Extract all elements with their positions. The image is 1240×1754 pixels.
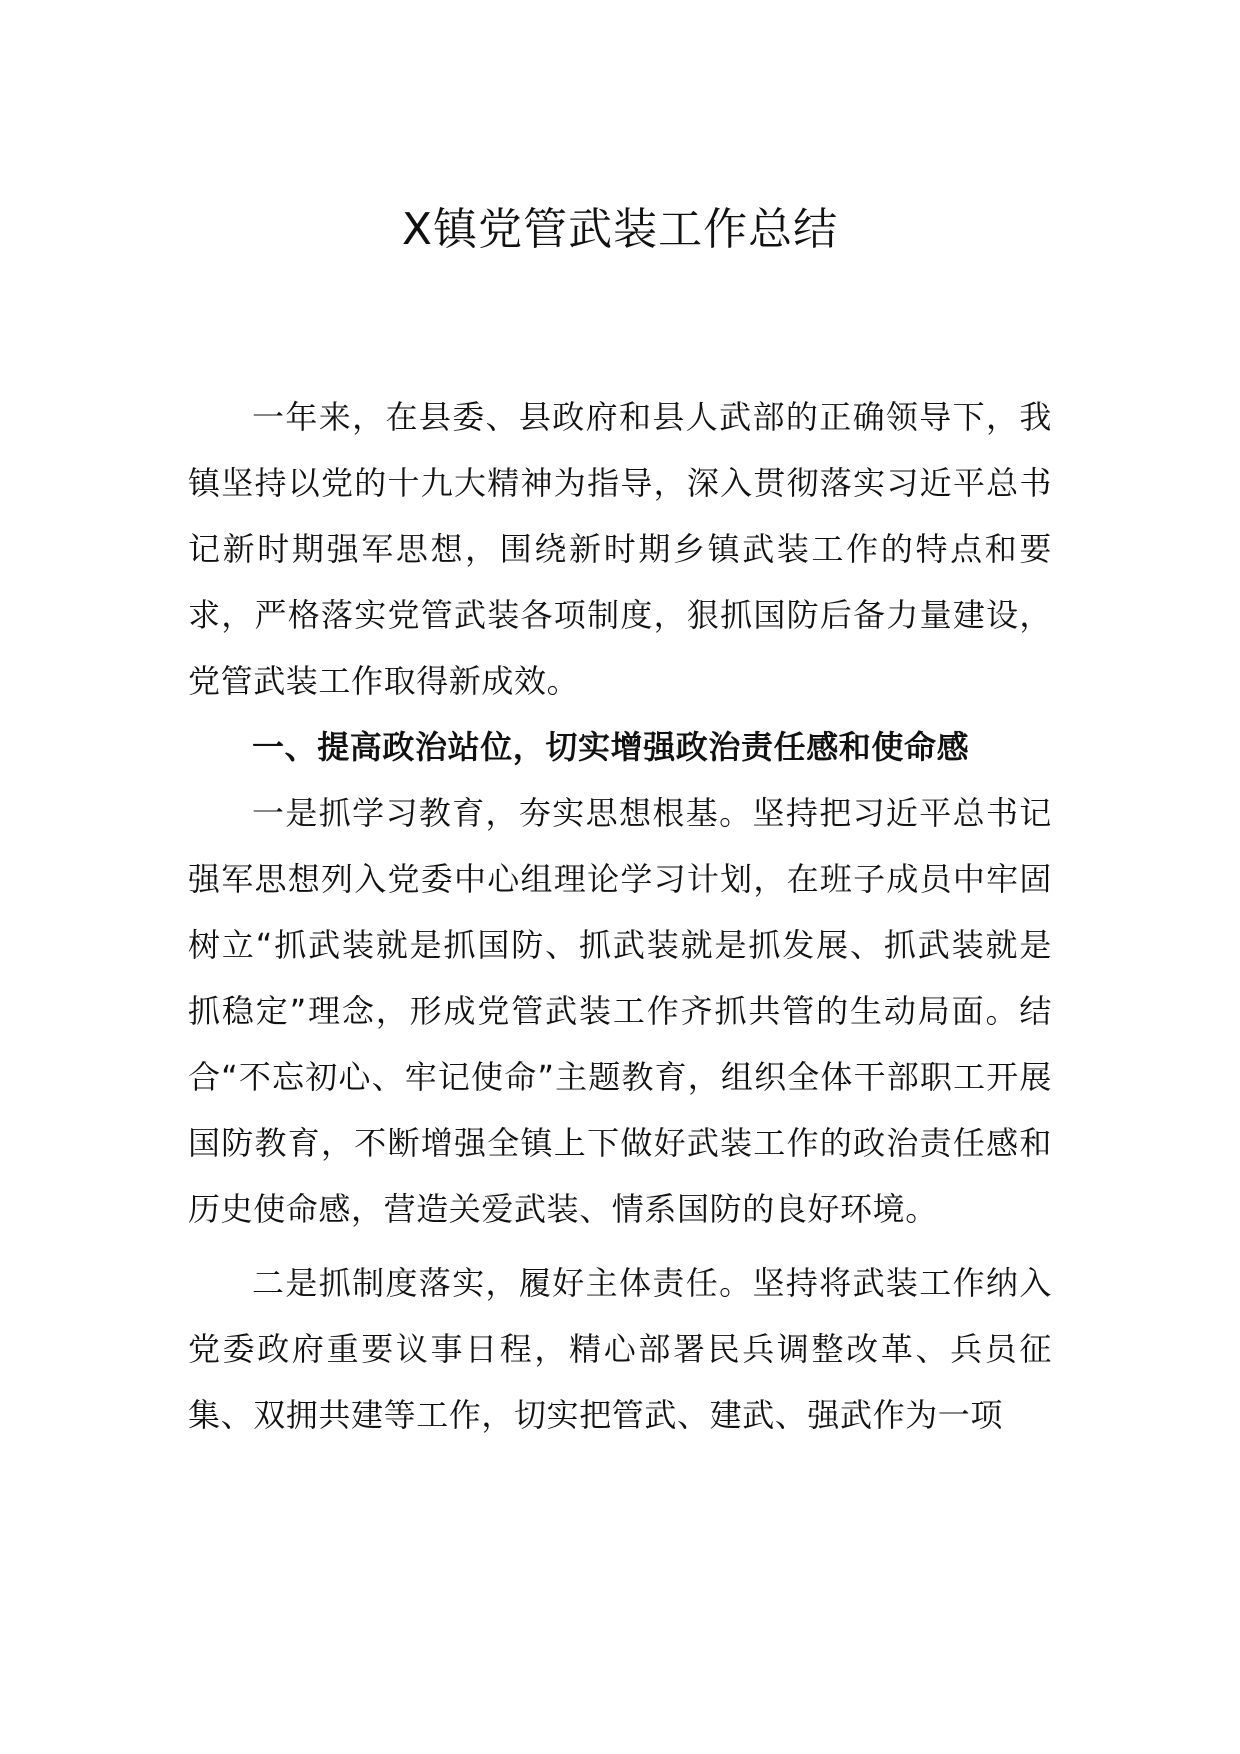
intro-paragraph: 一年来，在县委、县政府和县人武部的正确领导下，我镇坚持以党的十九大精神为指导，深入贯彻落实习近平总书记新时期强军思想，围绕新时期乡镇武装工作的特点和要求，严格落实党管武装各项制度，狠抓国防后备力量建设，党管武装工作取得新成效。	[188, 398, 1052, 700]
document-body	[188, 384, 1052, 1448]
section-heading-1: 一、提高政治站位，切实增强政治责任感和使命感	[252, 728, 970, 766]
section1-paragraph-2: 二是抓制度落实，履好主体责任。坚持将武装工作纳入党委政府重要议事日程，精心部署民兵调整改革、兵员征集、双拥共建等工作，切实把管武、建武、强武作为一项	[188, 1264, 1052, 1434]
document-title: X镇党管武装工作总结	[401, 204, 839, 255]
section1-paragraph-1: 一是抓学习教育，夯实思想根基。坚持把习近平总书记强军思想列入党委中心组理论学习计划，在班子成员中牢固树立“抓武装就是抓国防、抓武装就是抓发展、抓武装就是抓稳定”理念，形成党管武装工作齐抓共管的生动局面。结合“不忘初心、牢记使命”主题教育，组织全体干部职工开展国防教育，不断增强全镇上下做好武装工作的政治责任感和历史使命感，营造关爱武装、情系国防的良好环境。	[188, 794, 1052, 1228]
